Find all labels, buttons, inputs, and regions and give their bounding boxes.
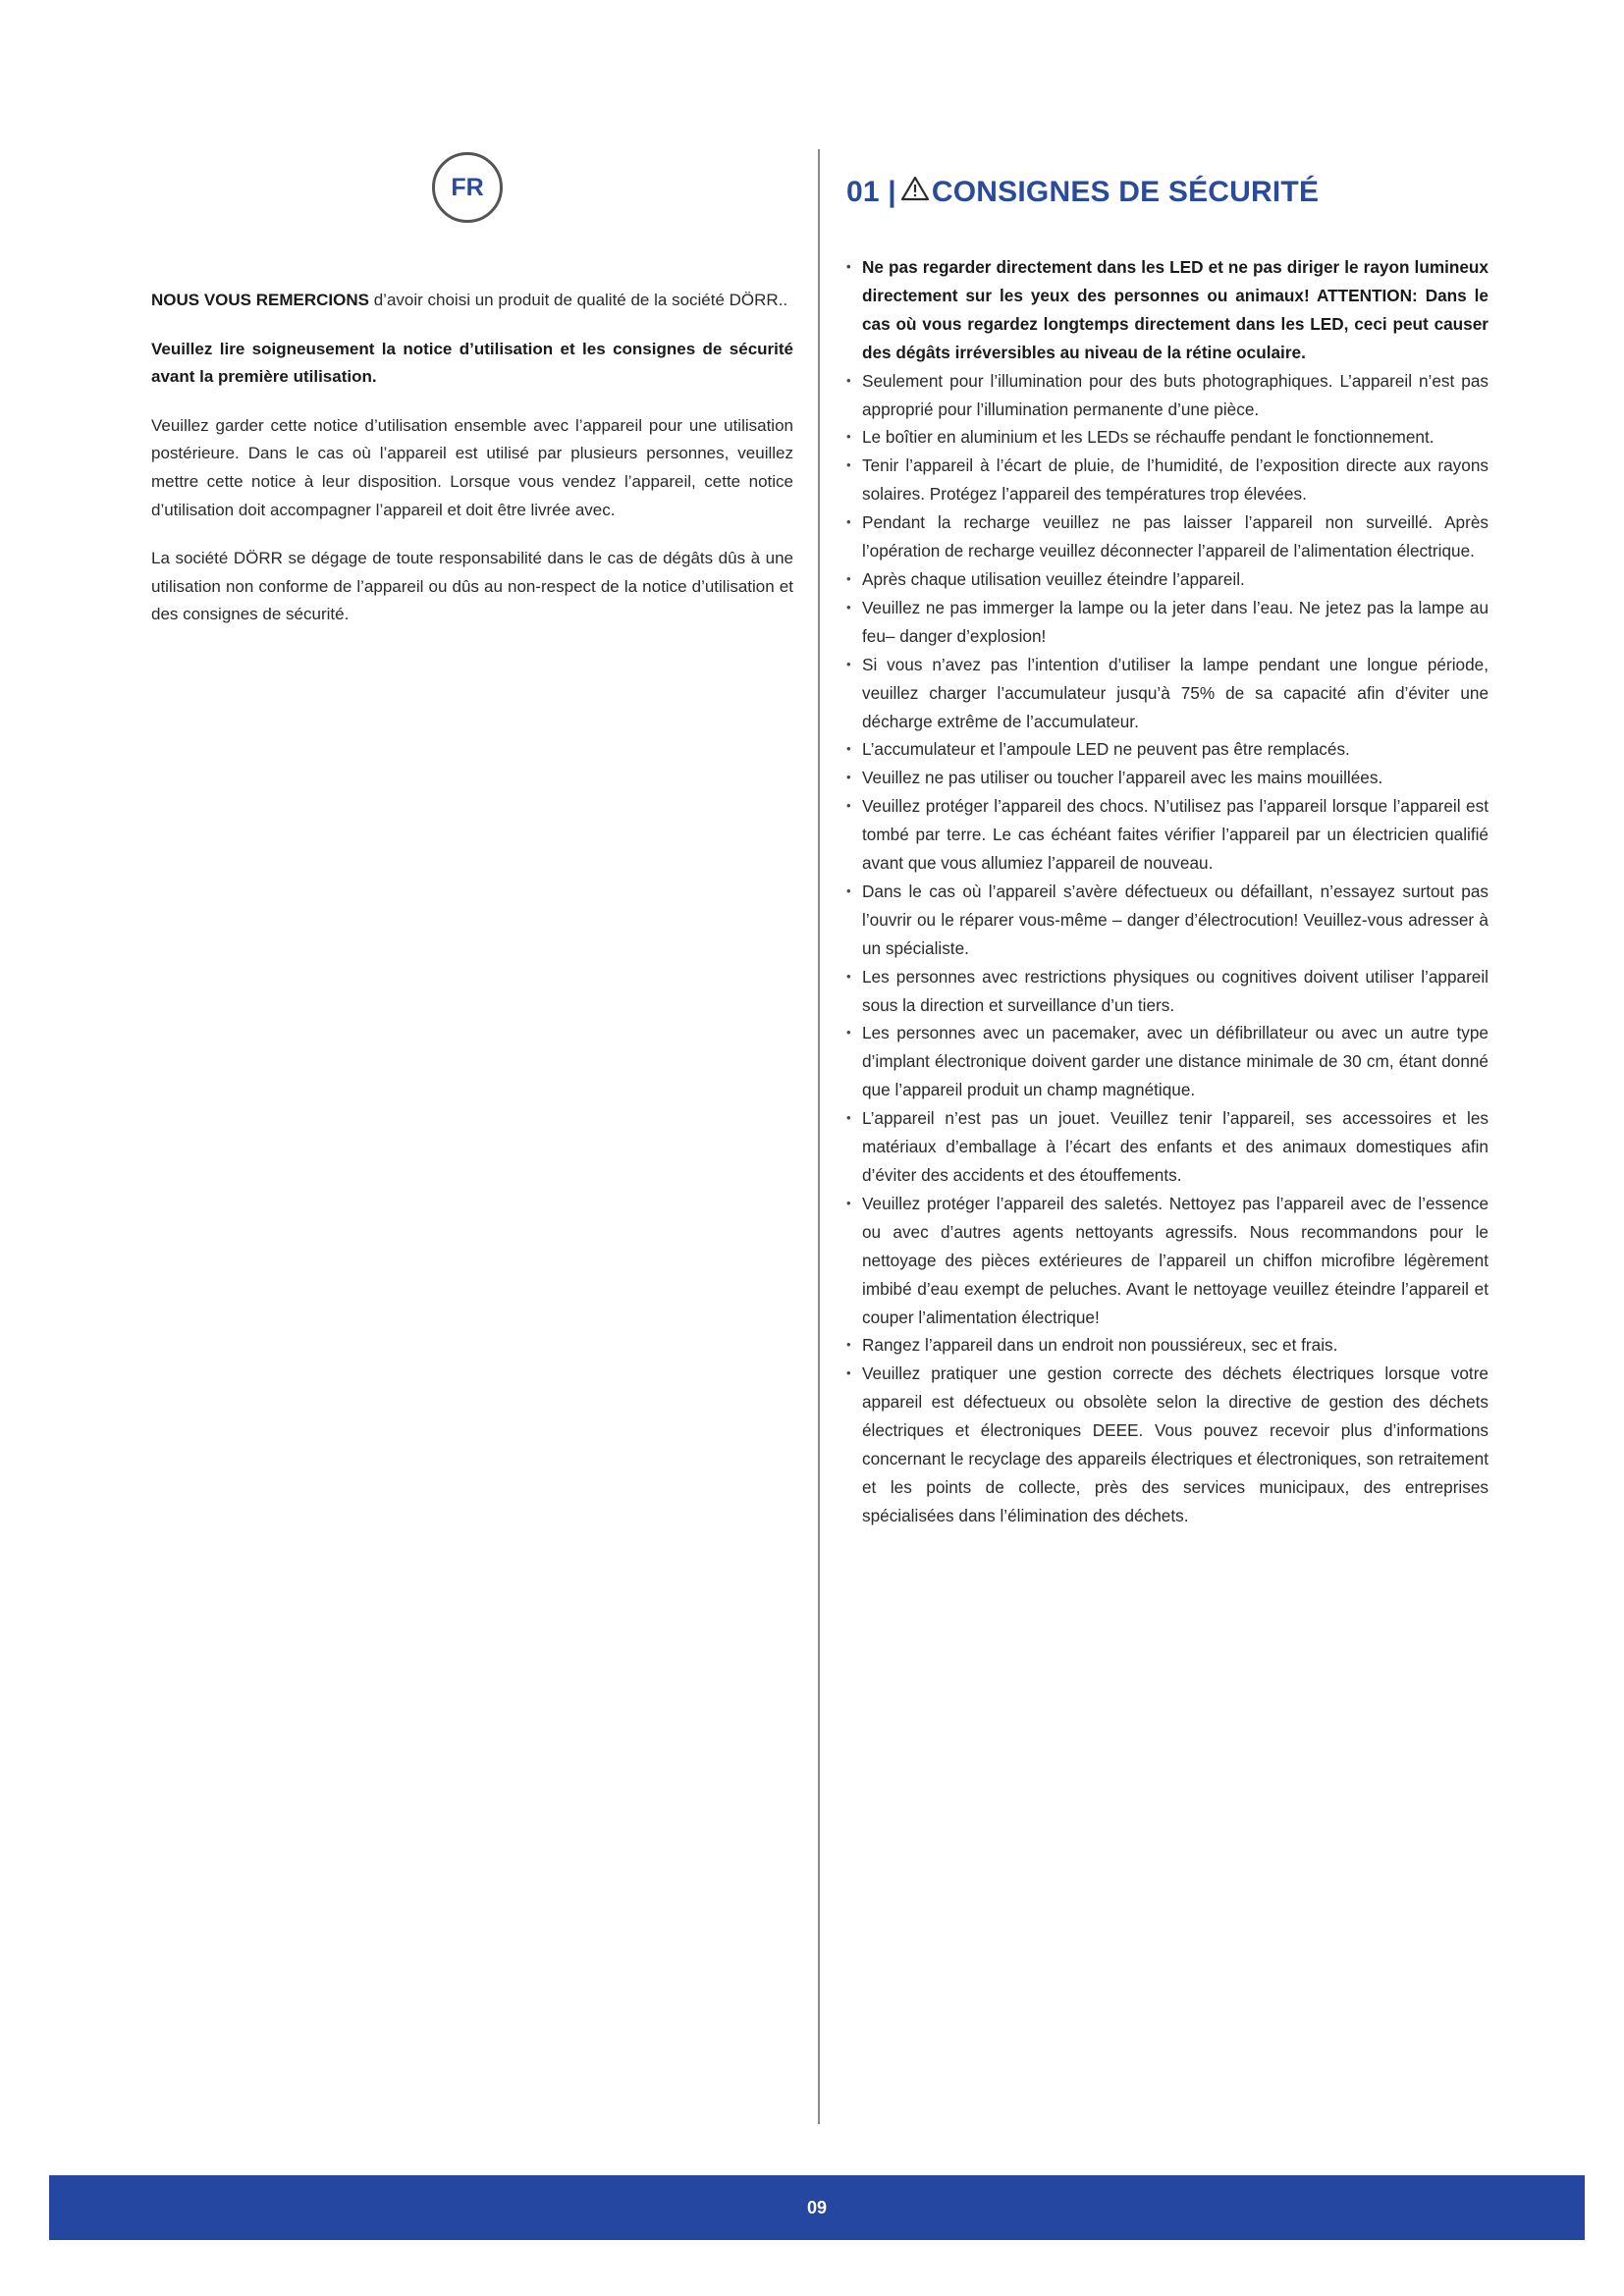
section-heading (846, 171, 1489, 214)
list-item: • Seulement pour l’illumination pour des buts photographiques. L’appareil n’est pas approprié pour l’illumination permanente d’une pièce. (846, 367, 1489, 424)
language-badge-label: FR (451, 173, 484, 201)
keep-notice-paragraph: Veuillez garder cette notice d’utilisation ensemble avec l’appareil pour une utilisation postérieure. Dans le cas où l’appareil est utilisé par plusieurs personnes, veuillez mettre cette notice à leur disposition. Lorsque vous vendez l’appareil, cette notice d’utilisation doit accompagner l’appareil et doit être livrée avec. (151, 415, 793, 519)
list-item: • Veuillez protéger l’appareil des saletés. Nettoyez pas l’appareil avec de l’essence ou avec d’autres agents nettoyants agressifs. Nous recommandons pour le nettoyage des pièces extérieures de l’appareil un chiffon microfibre légèrement imbibé d’eau exempt de peluches. Avant le nettoyage veuillez éteindre l’appareil et couper l’alimentation électrique! (846, 1190, 1489, 1332)
list-item: • Veuillez protéger l’appareil des chocs. N’utilisez pas l’appareil lorsque l’appareil est tombé par terre. Le cas échéant faites vérifier l’appareil par un électricien qualifié avant que vous allumiez l’appareil de nouveau. (846, 792, 1489, 878)
section-title: CONSIGNES DE SÉCURITÉ (931, 176, 1320, 208)
list-item: • Veuillez pratiquer une gestion correcte des déchets électriques lorsque votre appareil est défectueux ou obsolète selon la directive de gestion des déchets électriques et électroniques DEEE. Vous pouvez recevoir plus d’informations concernant le recyclage des appareils électriques et électroniques, son retraitement et les points de collecte, près des services municipaux, des entreprises spécialisées dans l’élimination des déchets. (846, 1360, 1489, 1529)
thanks-paragraph (151, 287, 793, 315)
list-item: • Dans le cas où l’appareil s’avère défectueux ou défaillant, n’essayez surtout pas l’ouvrir ou le réparer vous-même – danger d’électrocution! Veuillez-vous adresser à un spécialiste. (846, 878, 1489, 963)
section-number: 01 | (846, 176, 896, 208)
footer-bar (49, 2175, 1585, 2240)
read-notice-paragraph: Veuillez lire soigneusement la notice d’utilisation et les consignes de sécurité avant la première utilisation. (151, 339, 793, 387)
list-item: • Après chaque utilisation veuillez éteindre l’appareil. (846, 565, 1489, 594)
thanks-text: d’avoir choisi un produit de qualité de la société DÖRR.. (368, 291, 788, 309)
list-item: • Veuillez ne pas immerger la lampe ou la jeter dans l’eau. Ne jetez pas la lampe au feu– danger d’explosion! (846, 594, 1489, 651)
safety-column (846, 171, 1489, 1530)
list-item: • Tenir l’appareil à l’écart de pluie, de l’humidité, de l’exposition directe aux rayons solaires. Protégez l’appareil des températures trop élevées. (846, 452, 1489, 508)
list-item: • Le boîtier en aluminium et les LEDs se réchauffe pendant le fonctionnement. (846, 423, 1489, 452)
list-item: • Les personnes avec un pacemaker, avec un défibrillateur ou avec un autre type d’implant électronique doivent garder une distance minimale de 30 cm, étant donné que l’appareil produit un champ magnétique. (846, 1019, 1489, 1104)
list-item: • Ne pas regarder directement dans les LED et ne pas diriger le rayon lumineux directement sur les yeux des personnes ou animaux! ATTENTION: Dans le cas où vous regardez longtemps directement dans les LED, ceci peut causer des dégâts irréversibles au niveau de la rétine oculaire. (846, 253, 1489, 367)
column-divider (818, 149, 820, 2124)
liability-paragraph: La société DÖRR se dégage de toute responsabilité dans le cas de dégâts dûs à une utilisation non conforme de l’appareil ou dûs au non-respect de la notice d’utilisation et des consignes de sécurité. (151, 549, 793, 624)
page-number: 09 (806, 2197, 828, 2217)
list-item: • L’appareil n’est pas un jouet. Veuillez tenir l’appareil, ses accessoires et les matériaux d’emballage à l’écart des enfants et des animaux domestiques afin d’éviter des accidents et des étouffements. (846, 1104, 1489, 1190)
list-item: • Les personnes avec restrictions physiques ou cognitives doivent utiliser l’appareil sous la direction et surveillance d’un tiers. (846, 963, 1489, 1020)
language-badge (432, 152, 503, 223)
list-item: • Pendant la recharge veuillez ne pas laisser l’appareil non surveillé. Après l’opération de recharge veuillez déconnecter l’appareil de l’alimentation électrique. (846, 508, 1489, 565)
safety-list (846, 253, 1489, 1530)
list-item: • Si vous n’avez pas l’intention d’utiliser la lampe pendant une longue période, veuillez charger l’accumulateur jusqu’à 75% de sa capacité afin d’éviter une décharge extrême de l’accumulateur. (846, 651, 1489, 736)
thanks-bold: NOUS VOUS REMERCIONS (151, 291, 369, 309)
list-item: • L’accumulateur et l’ampoule LED ne peuvent pas être remplacés. (846, 735, 1489, 764)
warning-triangle-icon (900, 176, 930, 209)
list-item: • Veuillez ne pas utiliser ou toucher l’appareil avec les mains mouillées. (846, 764, 1489, 792)
intro-column (151, 287, 793, 650)
list-item: • Rangez l’appareil dans un endroit non poussiéreux, sec et frais. (846, 1331, 1489, 1360)
